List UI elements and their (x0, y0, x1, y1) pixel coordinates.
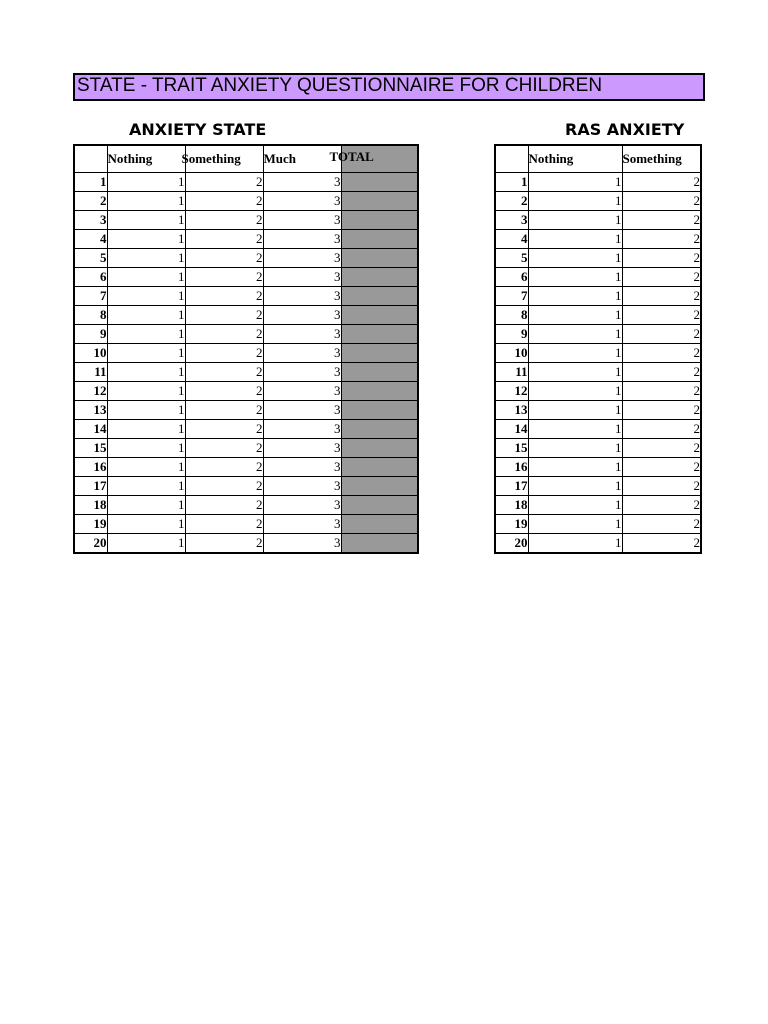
something-value: 2 (185, 401, 263, 420)
total-cell (341, 249, 418, 268)
item-number: 16 (495, 458, 528, 477)
much-value: 3 (263, 458, 341, 477)
total-cell (341, 363, 418, 382)
something-value: 2 (622, 363, 701, 382)
much-value: 3 (263, 325, 341, 344)
nothing-value: 1 (528, 211, 622, 230)
item-number: 4 (495, 230, 528, 249)
header-much: Much (263, 145, 341, 173)
nothing-value: 1 (528, 344, 622, 363)
header-number (74, 145, 107, 173)
table-row (74, 192, 418, 211)
something-value: 2 (622, 458, 701, 477)
something-value: 2 (622, 287, 701, 306)
nothing-value: 1 (528, 230, 622, 249)
table-row (74, 306, 418, 325)
something-value: 2 (622, 439, 701, 458)
total-cell (341, 268, 418, 287)
total-cell (341, 477, 418, 496)
much-value: 3 (263, 211, 341, 230)
item-number: 3 (495, 211, 528, 230)
item-number: 15 (74, 439, 107, 458)
item-number: 3 (74, 211, 107, 230)
nothing-value: 1 (528, 306, 622, 325)
something-value: 2 (622, 211, 701, 230)
header-nothing: Nothing (528, 145, 622, 173)
header-something: Something (622, 145, 701, 173)
nothing-value: 1 (528, 268, 622, 287)
item-number: 7 (495, 287, 528, 306)
much-value: 3 (263, 439, 341, 458)
much-value: 3 (263, 534, 341, 554)
item-number: 10 (495, 344, 528, 363)
much-value: 3 (263, 173, 341, 192)
table-row (74, 287, 418, 306)
nothing-value: 1 (528, 439, 622, 458)
something-value: 2 (185, 268, 263, 287)
nothing-value: 1 (107, 306, 185, 325)
something-value: 2 (185, 496, 263, 515)
total-cell (341, 515, 418, 534)
table-row (495, 192, 701, 211)
item-number: 5 (495, 249, 528, 268)
something-value: 2 (622, 192, 701, 211)
table-row (495, 458, 701, 477)
something-value: 2 (185, 306, 263, 325)
something-value: 2 (622, 173, 701, 192)
table-row (495, 496, 701, 515)
much-value: 3 (263, 363, 341, 382)
table-row (495, 439, 701, 458)
nothing-value: 1 (528, 477, 622, 496)
ras-anxiety-table (494, 144, 702, 554)
item-number: 5 (74, 249, 107, 268)
something-value: 2 (185, 458, 263, 477)
table-row (74, 249, 418, 268)
nothing-value: 1 (107, 401, 185, 420)
header-total (329, 145, 418, 173)
nothing-value: 1 (107, 287, 185, 306)
header-number (495, 145, 528, 173)
item-number: 6 (495, 268, 528, 287)
table-header-row (495, 145, 701, 173)
table-row (74, 401, 418, 420)
table-row (495, 268, 701, 287)
item-number: 17 (74, 477, 107, 496)
nothing-value: 1 (528, 496, 622, 515)
item-number: 8 (495, 306, 528, 325)
nothing-value: 1 (528, 420, 622, 439)
nothing-value: 1 (107, 420, 185, 439)
much-value: 3 (263, 496, 341, 515)
nothing-value: 1 (528, 173, 622, 192)
ras-anxiety-title: RAS ANXIETY (565, 120, 685, 139)
item-number: 4 (74, 230, 107, 249)
header-total-label: TOTAL (329, 149, 374, 164)
item-number: 14 (74, 420, 107, 439)
table-row (74, 534, 418, 554)
table-row (74, 382, 418, 401)
item-number: 2 (495, 192, 528, 211)
item-number: 12 (74, 382, 107, 401)
something-value: 2 (622, 401, 701, 420)
nothing-value: 1 (107, 363, 185, 382)
nothing-value: 1 (107, 230, 185, 249)
something-value: 2 (185, 363, 263, 382)
something-value: 2 (185, 420, 263, 439)
something-value: 2 (185, 344, 263, 363)
something-value: 2 (622, 477, 701, 496)
table-row (74, 344, 418, 363)
table-row (495, 344, 701, 363)
something-value: 2 (185, 230, 263, 249)
table-row (495, 401, 701, 420)
nothing-value: 1 (107, 344, 185, 363)
item-number: 6 (74, 268, 107, 287)
table-row (495, 173, 701, 192)
table-row (495, 515, 701, 534)
total-cell (341, 534, 418, 554)
item-number: 1 (495, 173, 528, 192)
nothing-value: 1 (528, 192, 622, 211)
total-cell (341, 173, 418, 192)
table-row (74, 439, 418, 458)
item-number: 10 (74, 344, 107, 363)
much-value: 3 (263, 287, 341, 306)
nothing-value: 1 (528, 534, 622, 554)
something-value: 2 (622, 420, 701, 439)
table-row (495, 363, 701, 382)
item-number: 7 (74, 287, 107, 306)
nothing-value: 1 (528, 458, 622, 477)
something-value: 2 (622, 268, 701, 287)
table-header-row (74, 145, 418, 173)
item-number: 17 (495, 477, 528, 496)
table-row (495, 382, 701, 401)
item-number: 9 (495, 325, 528, 344)
nothing-value: 1 (107, 173, 185, 192)
item-number: 19 (74, 515, 107, 534)
nothing-value: 1 (107, 268, 185, 287)
something-value: 2 (185, 439, 263, 458)
much-value: 3 (263, 268, 341, 287)
anxiety-state-title: ANXIETY STATE (129, 120, 267, 139)
table-row (74, 477, 418, 496)
nothing-value: 1 (107, 325, 185, 344)
item-number: 18 (74, 496, 107, 515)
much-value: 3 (263, 401, 341, 420)
table-row (74, 420, 418, 439)
item-number: 14 (495, 420, 528, 439)
much-value: 3 (263, 230, 341, 249)
total-cell (341, 401, 418, 420)
table-row (74, 211, 418, 230)
something-value: 2 (185, 211, 263, 230)
total-cell (341, 458, 418, 477)
item-number: 8 (74, 306, 107, 325)
much-value: 3 (263, 515, 341, 534)
nothing-value: 1 (107, 439, 185, 458)
table-row (495, 477, 701, 496)
something-value: 2 (185, 173, 263, 192)
item-number: 16 (74, 458, 107, 477)
something-value: 2 (185, 382, 263, 401)
table-row (495, 287, 701, 306)
something-value: 2 (622, 325, 701, 344)
much-value: 3 (263, 344, 341, 363)
total-cell (341, 306, 418, 325)
nothing-value: 1 (107, 515, 185, 534)
total-cell (341, 496, 418, 515)
much-value: 3 (263, 420, 341, 439)
table-row (74, 325, 418, 344)
something-value: 2 (622, 249, 701, 268)
table-row (495, 249, 701, 268)
something-value: 2 (185, 534, 263, 554)
much-value: 3 (263, 306, 341, 325)
much-value: 3 (263, 382, 341, 401)
table-row (74, 230, 418, 249)
table-row (74, 458, 418, 477)
nothing-value: 1 (107, 192, 185, 211)
table-row (495, 420, 701, 439)
total-cell (341, 211, 418, 230)
total-cell (341, 439, 418, 458)
nothing-value: 1 (107, 496, 185, 515)
anxiety-state-table (73, 144, 419, 554)
nothing-value: 1 (528, 401, 622, 420)
item-number: 19 (495, 515, 528, 534)
something-value: 2 (622, 306, 701, 325)
something-value: 2 (622, 515, 701, 534)
document-title: STATE - TRAIT ANXIETY QUESTIONNAIRE FOR CHILDREN (73, 73, 705, 101)
something-value: 2 (185, 287, 263, 306)
something-value: 2 (185, 325, 263, 344)
table-row (495, 230, 701, 249)
much-value: 3 (263, 249, 341, 268)
nothing-value: 1 (528, 382, 622, 401)
item-number: 11 (74, 363, 107, 382)
table-row (495, 211, 701, 230)
table-row (74, 496, 418, 515)
header-nothing: Nothing (107, 145, 185, 173)
nothing-value: 1 (528, 287, 622, 306)
total-cell (341, 287, 418, 306)
something-value: 2 (622, 382, 701, 401)
item-number: 13 (74, 401, 107, 420)
nothing-value: 1 (107, 211, 185, 230)
item-number: 18 (495, 496, 528, 515)
item-number: 15 (495, 439, 528, 458)
much-value: 3 (263, 192, 341, 211)
total-cell (341, 344, 418, 363)
item-number: 1 (74, 173, 107, 192)
much-value: 3 (263, 477, 341, 496)
something-value: 2 (622, 344, 701, 363)
something-value: 2 (185, 192, 263, 211)
nothing-value: 1 (528, 363, 622, 382)
something-value: 2 (622, 230, 701, 249)
nothing-value: 1 (528, 249, 622, 268)
total-cell (341, 192, 418, 211)
total-cell (341, 420, 418, 439)
item-number: 11 (495, 363, 528, 382)
total-cell (341, 382, 418, 401)
nothing-value: 1 (107, 458, 185, 477)
total-cell (341, 325, 418, 344)
table-row (495, 306, 701, 325)
table-row (495, 534, 701, 554)
table-row (74, 173, 418, 192)
total-cell (341, 230, 418, 249)
item-number: 20 (495, 534, 528, 554)
something-value: 2 (622, 534, 701, 554)
item-number: 13 (495, 401, 528, 420)
something-value: 2 (622, 496, 701, 515)
nothing-value: 1 (528, 325, 622, 344)
table-row (74, 363, 418, 382)
nothing-value: 1 (107, 534, 185, 554)
table-row (74, 515, 418, 534)
nothing-value: 1 (528, 515, 622, 534)
item-number: 9 (74, 325, 107, 344)
something-value: 2 (185, 515, 263, 534)
nothing-value: 1 (107, 249, 185, 268)
nothing-value: 1 (107, 477, 185, 496)
table-row (495, 325, 701, 344)
table-row (74, 268, 418, 287)
item-number: 2 (74, 192, 107, 211)
something-value: 2 (185, 249, 263, 268)
nothing-value: 1 (107, 382, 185, 401)
item-number: 12 (495, 382, 528, 401)
something-value: 2 (185, 477, 263, 496)
item-number: 20 (74, 534, 107, 554)
header-something: Something (185, 145, 263, 173)
